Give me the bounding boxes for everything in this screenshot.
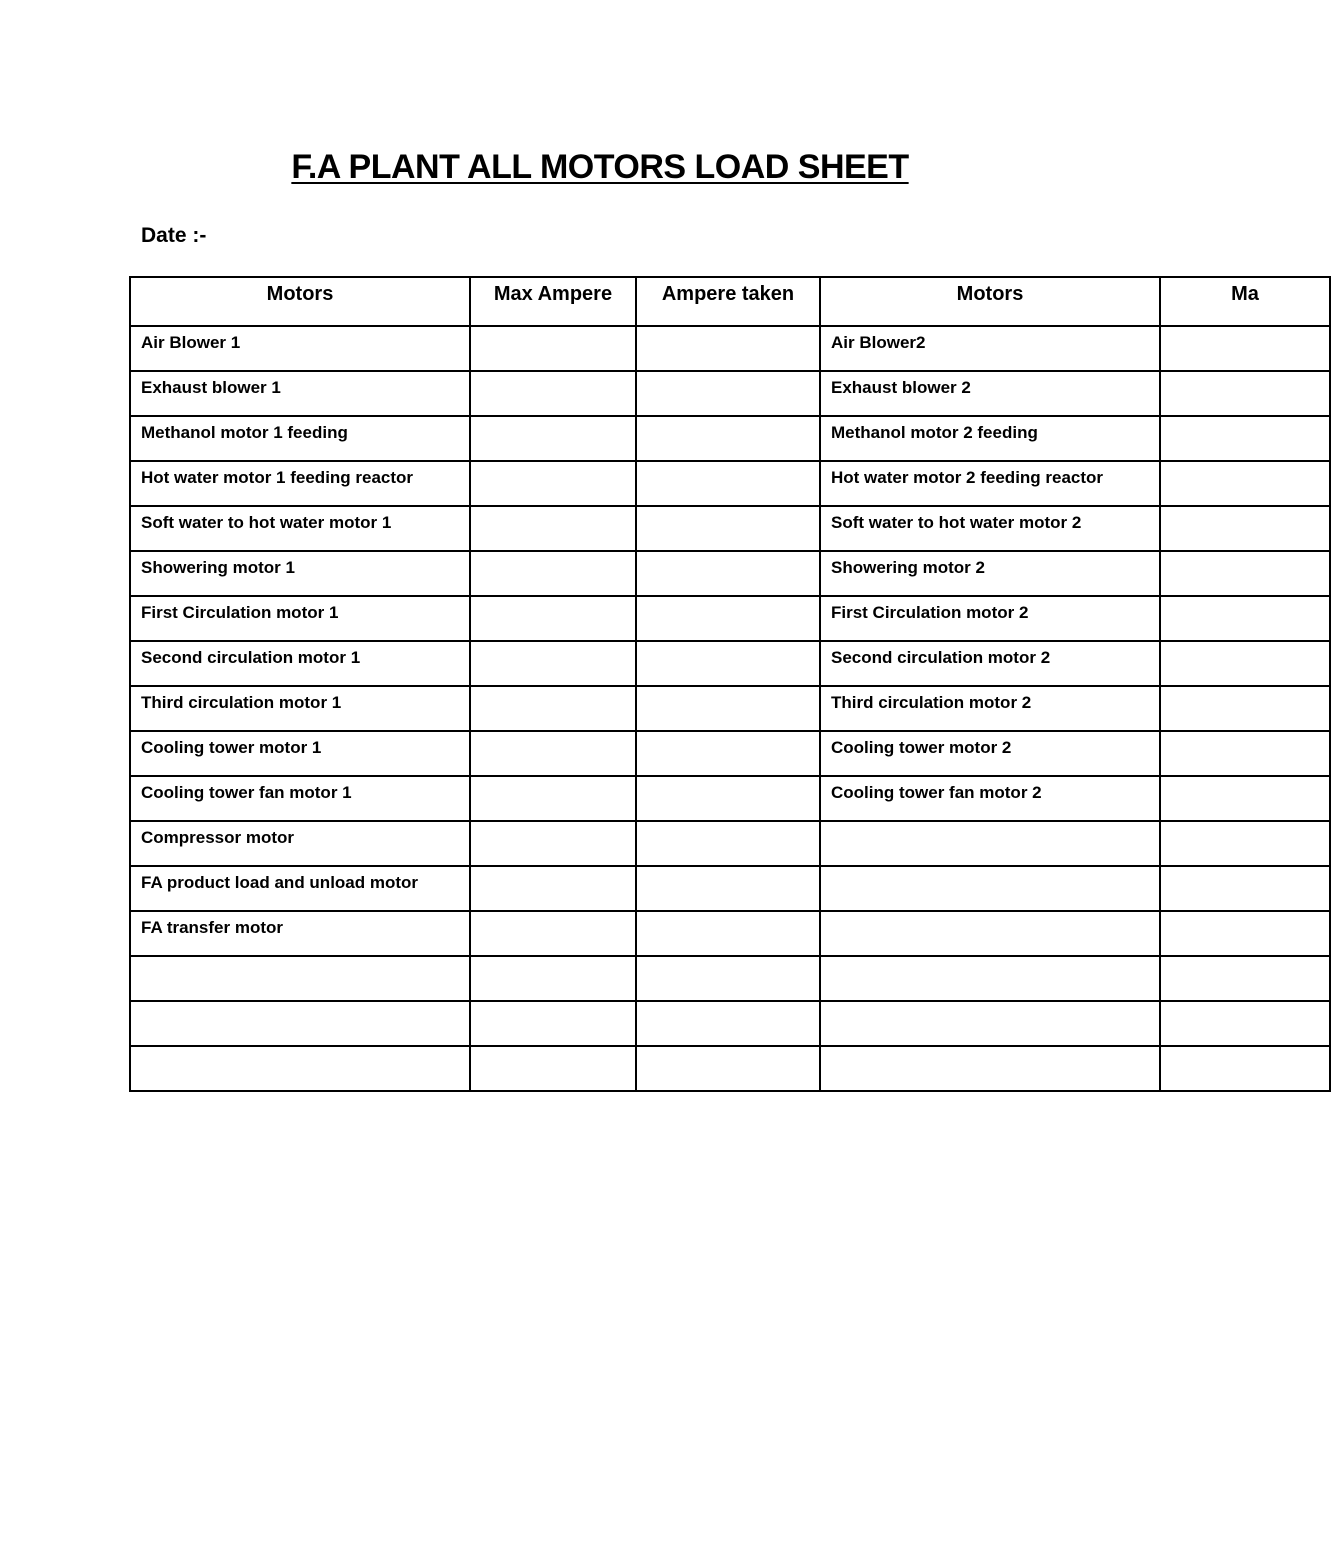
- ampere-taken-cell-left[interactable]: [636, 911, 820, 956]
- load-sheet-table-container: [129, 276, 1259, 1131]
- max-ampere-cell-right[interactable]: [1160, 596, 1330, 641]
- table-row: [130, 596, 1330, 641]
- max-ampere-cell-left[interactable]: [470, 821, 636, 866]
- max-ampere-cell-right[interactable]: [1160, 686, 1330, 731]
- sheet-title: F.A PLANT ALL MOTORS LOAD SHEET: [291, 148, 909, 186]
- motor-name-cell-left: [130, 956, 470, 1001]
- header-motors-2: Motors: [820, 277, 1160, 326]
- ampere-taken-cell-left[interactable]: [636, 371, 820, 416]
- motor-name-cell-right: First Circulation motor 2: [820, 596, 1160, 641]
- table-row: [130, 1001, 1330, 1046]
- table-row: [130, 866, 1330, 911]
- max-ampere-cell-right[interactable]: [1160, 506, 1330, 551]
- table-row: [130, 461, 1330, 506]
- max-ampere-cell-right[interactable]: [1160, 416, 1330, 461]
- ampere-taken-cell-left[interactable]: [636, 866, 820, 911]
- table-row: [130, 911, 1330, 956]
- motor-name-cell-right: Methanol motor 2 feeding: [820, 416, 1160, 461]
- motor-name-cell-left: FA product load and unload motor: [130, 866, 470, 911]
- header-motors-1: Motors: [130, 277, 470, 326]
- max-ampere-cell-right[interactable]: [1160, 551, 1330, 596]
- motor-name-cell-right: Third circulation motor 2: [820, 686, 1160, 731]
- max-ampere-cell-left[interactable]: [470, 956, 636, 1001]
- max-ampere-cell-left[interactable]: [470, 776, 636, 821]
- motor-name-cell-right: Exhaust blower 2: [820, 371, 1160, 416]
- ampere-taken-cell-left[interactable]: [636, 416, 820, 461]
- motor-name-cell-right: Showering motor 2: [820, 551, 1160, 596]
- motor-name-cell-right: [820, 911, 1160, 956]
- table-header-row: [130, 277, 1330, 326]
- max-ampere-cell-left[interactable]: [470, 731, 636, 776]
- max-ampere-cell-left[interactable]: [470, 686, 636, 731]
- header-max-ampere-1: Max Ampere: [470, 277, 636, 326]
- motor-name-cell-right: Cooling tower fan motor 2: [820, 776, 1160, 821]
- motor-name-cell-right: Second circulation motor 2: [820, 641, 1160, 686]
- ampere-taken-cell-left[interactable]: [636, 956, 820, 1001]
- max-ampere-cell-left[interactable]: [470, 416, 636, 461]
- header-max-ampere-2: Ma: [1160, 277, 1330, 326]
- motor-name-cell-left: Methanol motor 1 feeding: [130, 416, 470, 461]
- table-row: [130, 1046, 1330, 1091]
- motor-name-cell-left: Air Blower 1: [130, 326, 470, 371]
- max-ampere-cell-right[interactable]: [1160, 461, 1330, 506]
- motor-name-cell-right: [820, 821, 1160, 866]
- ampere-taken-cell-left[interactable]: [636, 1001, 820, 1046]
- ampere-taken-cell-left[interactable]: [636, 506, 820, 551]
- ampere-taken-cell-left[interactable]: [636, 641, 820, 686]
- max-ampere-cell-right[interactable]: [1160, 911, 1330, 956]
- max-ampere-cell-right[interactable]: [1160, 1046, 1330, 1091]
- motor-name-cell-left: [130, 1001, 470, 1046]
- table-row: [130, 506, 1330, 551]
- ampere-taken-cell-left[interactable]: [636, 551, 820, 596]
- max-ampere-cell-right[interactable]: [1160, 371, 1330, 416]
- table-body: [130, 326, 1330, 1091]
- max-ampere-cell-left[interactable]: [470, 596, 636, 641]
- motor-name-cell-left: Second circulation motor 1: [130, 641, 470, 686]
- ampere-taken-cell-left[interactable]: [636, 731, 820, 776]
- ampere-taken-cell-left[interactable]: [636, 1046, 820, 1091]
- max-ampere-cell-right[interactable]: [1160, 1001, 1330, 1046]
- max-ampere-cell-left[interactable]: [470, 326, 636, 371]
- max-ampere-cell-right[interactable]: [1160, 956, 1330, 1001]
- motor-name-cell-left: Hot water motor 1 feeding reactor: [130, 461, 470, 506]
- table-row: [130, 956, 1330, 1001]
- max-ampere-cell-right[interactable]: [1160, 821, 1330, 866]
- max-ampere-cell-left[interactable]: [470, 911, 636, 956]
- max-ampere-cell-left[interactable]: [470, 371, 636, 416]
- motor-name-cell-left: Third circulation motor 1: [130, 686, 470, 731]
- motor-name-cell-left: Compressor motor: [130, 821, 470, 866]
- motor-name-cell-right: Air Blower2: [820, 326, 1160, 371]
- max-ampere-cell-right[interactable]: [1160, 731, 1330, 776]
- motor-name-cell-right: Hot water motor 2 feeding reactor: [820, 461, 1160, 506]
- max-ampere-cell-left[interactable]: [470, 551, 636, 596]
- max-ampere-cell-right[interactable]: [1160, 866, 1330, 911]
- ampere-taken-cell-left[interactable]: [636, 461, 820, 506]
- motor-name-cell-left: Exhaust blower 1: [130, 371, 470, 416]
- motor-name-cell-left: Soft water to hot water motor 1: [130, 506, 470, 551]
- motor-name-cell-right: [820, 866, 1160, 911]
- motor-name-cell-right: [820, 1001, 1160, 1046]
- motor-name-cell-left: Showering motor 1: [130, 551, 470, 596]
- table-row: [130, 821, 1330, 866]
- table-row: [130, 416, 1330, 461]
- motor-name-cell-right: Soft water to hot water motor 2: [820, 506, 1160, 551]
- table-row: [130, 686, 1330, 731]
- motor-name-cell-left: Cooling tower motor 1: [130, 731, 470, 776]
- motor-name-cell-left: First Circulation motor 1: [130, 596, 470, 641]
- header-ampere-taken-1: Ampere taken: [636, 277, 820, 326]
- max-ampere-cell-right[interactable]: [1160, 776, 1330, 821]
- table-row: [130, 641, 1330, 686]
- max-ampere-cell-left[interactable]: [470, 506, 636, 551]
- ampere-taken-cell-left[interactable]: [636, 326, 820, 371]
- ampere-taken-cell-left[interactable]: [636, 821, 820, 866]
- motor-name-cell-left: FA transfer motor: [130, 911, 470, 956]
- ampere-taken-cell-left[interactable]: [636, 686, 820, 731]
- table-row: [130, 776, 1330, 821]
- max-ampere-cell-right[interactable]: [1160, 326, 1330, 371]
- max-ampere-cell-left[interactable]: [470, 461, 636, 506]
- max-ampere-cell-left[interactable]: [470, 1001, 636, 1046]
- motor-name-cell-left: Cooling tower fan motor 1: [130, 776, 470, 821]
- max-ampere-cell-left[interactable]: [470, 1046, 636, 1091]
- motor-name-cell-right: [820, 956, 1160, 1001]
- motor-name-cell-left: [130, 1046, 470, 1091]
- date-label: Date :-: [141, 224, 207, 247]
- max-ampere-cell-right[interactable]: [1160, 641, 1330, 686]
- ampere-taken-cell-left[interactable]: [636, 596, 820, 641]
- table-row: [130, 731, 1330, 776]
- max-ampere-cell-left[interactable]: [470, 866, 636, 911]
- table-row: [130, 371, 1330, 416]
- motor-name-cell-right: [820, 1046, 1160, 1091]
- max-ampere-cell-left[interactable]: [470, 641, 636, 686]
- table-row: [130, 551, 1330, 596]
- table-row: [130, 326, 1330, 371]
- motor-name-cell-right: Cooling tower motor 2: [820, 731, 1160, 776]
- ampere-taken-cell-left[interactable]: [636, 776, 820, 821]
- motors-load-table: [129, 276, 1331, 1092]
